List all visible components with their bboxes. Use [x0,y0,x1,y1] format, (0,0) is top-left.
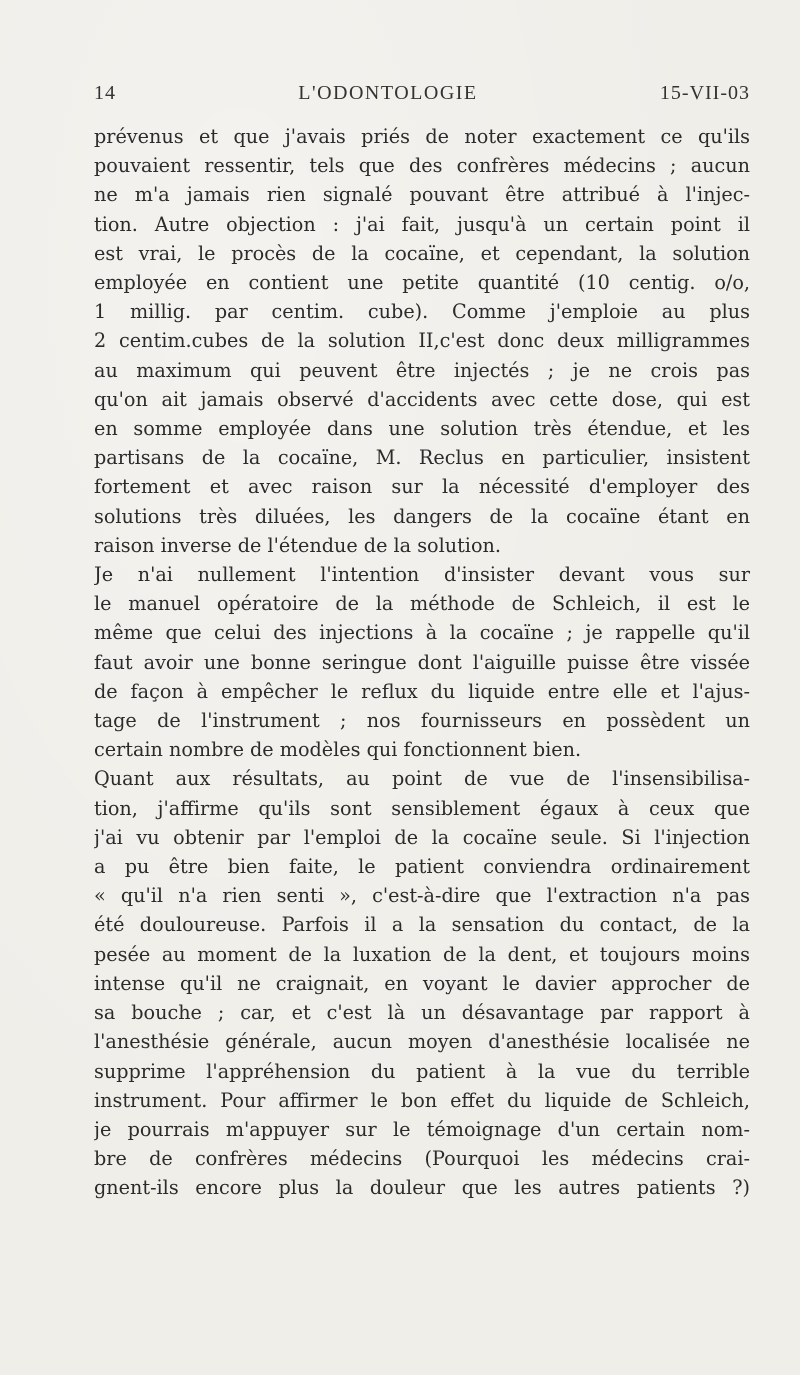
text-line: Quant aux résultats, au point de vue de l'insensibilisa- [94,767,750,791]
paragraph-3 [94,764,750,1202]
text-line: je pourrais m'appuyer sur le témoignage d'un certain nom- [94,1117,750,1141]
paragraph-1 [94,122,750,560]
text-line: au maximum qui peuvent être injectés ; je ne crois pas [94,358,750,382]
text-line: pouvaient ressentir, tels que des confrères médecins ; aucun [94,154,750,178]
text-line: tion. Autre objection : j'ai fait, jusqu'à un certain point il [94,212,750,236]
text-line: employée en contient une petite quantité (10 centig. o/o, [94,271,750,295]
running-header [94,82,750,122]
text-line: j'ai vu obtenir par l'emploi de la cocaïne seule. Si l'injection [94,825,750,849]
text-line: pesée au moment de la luxation de la dent, et toujours moins [94,942,750,966]
text-line: en somme employée dans une solution très étendue, et les [94,417,750,441]
text-line: certain nombre de modèles qui fonctionnent bien. [94,738,582,762]
text-line: qu'on ait jamais observé d'accidents avec cette dose, qui est [94,387,750,411]
text-line: été douloureuse. Parfois il a la sensation du contact, de la [94,913,750,937]
text-line: solutions très diluées, les dangers de la cocaïne étant en [94,504,750,528]
text-line: partisans de la cocaïne, M. Reclus en particulier, insistent [94,446,750,470]
text-line: même que celui des injections à la cocaïne ; je rappelle qu'il [94,621,750,645]
text-line: tage de l'instrument ; nos fournisseurs en possèdent un [94,709,750,733]
text-line: l'anesthésie générale, aucun moyen d'anesthésie localisée ne [94,1030,750,1054]
text-line: supprime l'appréhension du patient à la vue du terrible [94,1059,750,1083]
text-line: le manuel opératoire de la méthode de Schleich, il est le [94,592,750,616]
page-number: 14 [94,82,116,104]
text-line: est vrai, le procès de la cocaïne, et cependant, la solution [94,241,750,265]
issue-date: 15-VII-03 [659,82,750,104]
text-line: ne m'a jamais rien signalé pouvant être attribué à l'injec- [94,183,750,207]
text-line: instrument. Pour affirmer le bon effet du liquide de Schleich, [94,1088,750,1112]
text-line: sa bouche ; car, et c'est là un désavantage par rapport à [94,1001,750,1025]
text-line: bre de confrères médecins (Pourquoi les médecins crai- [94,1147,750,1171]
paragraph-2 [94,560,750,764]
body-text [94,122,750,1203]
text-line: faut avoir une bonne seringue dont l'aiguille puisse être vissée [94,650,750,674]
text-line: raison inverse de l'étendue de la solution. [94,533,501,557]
text-line: gnent-ils encore plus la douleur que les autres patients ?) [94,1176,750,1200]
text-line: « qu'il n'a rien senti », c'est-à-dire que l'extraction n'a pas [94,884,750,908]
text-line: a pu être bien faite, le patient conviendra ordinairement [94,855,750,879]
journal-title: L'ODONTOLOGIE [298,82,478,104]
text-line: intense qu'il ne craignait, en voyant le davier approcher de [94,971,750,995]
text-line: 1 millig. par centim. cube). Comme j'emploie au plus [94,300,750,324]
text-line: Je n'ai nullement l'intention d'insister devant vous sur [94,563,750,587]
text-line: tion, j'affirme qu'ils sont sensiblement égaux à ceux que [94,796,750,820]
text-line: de façon à empêcher le reflux du liquide entre elle et l'ajus- [94,679,750,703]
text-line: 2 centim.cubes de la solution II,c'est donc deux milligrammes [94,329,750,353]
text-line: prévenus et que j'avais priés de noter exactement ce qu'ils [94,125,750,148]
text-line: fortement et avec raison sur la nécessité d'employer des [94,475,750,499]
